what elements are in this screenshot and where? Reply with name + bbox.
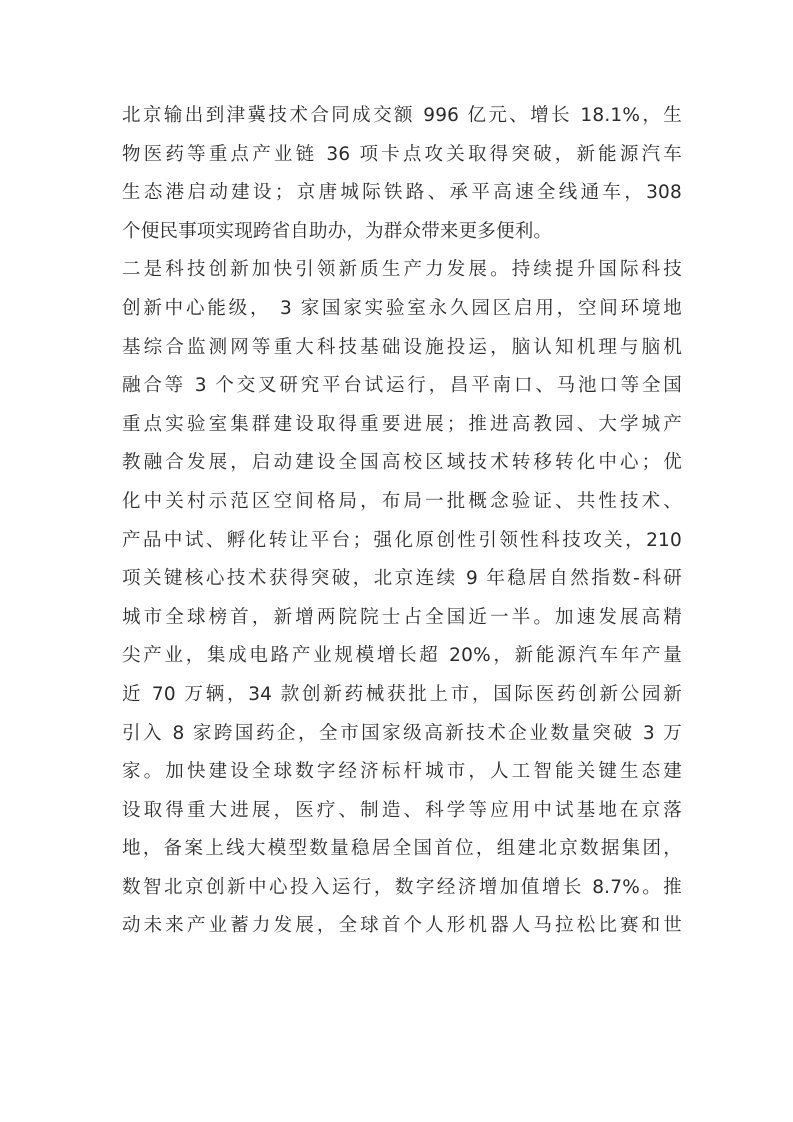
text-line: 教融合发展，启动建设全国高校区域技术转移转化中心；优 <box>122 452 682 474</box>
text-line: 产品中试、孵化转让平台；强化原创性引领性科技攻关，210 <box>122 529 682 551</box>
text-line: 物医药等重点产业链 36 项卡点攻关取得突破，新能源汽车 <box>122 143 682 165</box>
text-line: 项关键核心技术获得突破，北京连续 9 年稳居自然指数-科研 <box>122 568 682 590</box>
text-line: 生态港启动建设；京唐城际铁路、承平高速全线通车，308 <box>122 182 682 204</box>
text-line: 融合等 3 个交叉研究平台试运行，昌平南口、马池口等全国 <box>122 375 682 397</box>
text-line: 城市全球榜首，新增两院院士占全国近一半。加速发展高精 <box>122 606 682 628</box>
text-line: 地，备案上线大模型数量稳居全国首位，组建北京数据集团， <box>122 838 682 860</box>
text-line: 二是科技创新加快引领新质生产力发展。持续提升国际科技 <box>122 259 682 281</box>
text-line: 个便民事项实现跨省自助办，为群众带来更多便利。 <box>122 220 553 242</box>
text-line: 动未来产业蓄力发展，全球首个人形机器人马拉松比赛和世 <box>122 915 682 937</box>
text-line: 重点实验室集群建设取得重要进展；推进高教园、大学城产 <box>122 413 682 435</box>
text-line: 设取得重大进展，医疗、制造、科学等应用中试基地在京落 <box>122 799 682 821</box>
text-line: 创新中心能级， 3 家国家实验室永久园区启用，空间环境地 <box>122 297 682 319</box>
text-line: 近 70 万辆，34 款创新药械获批上市，国际医药创新公园新 <box>122 683 682 705</box>
text-line: 数智北京创新中心投入运行，数字经济增加值增长 8.7%。推 <box>122 876 682 898</box>
body-text <box>122 97 682 946</box>
text-line: 北京输出到津冀技术合同成交额 996 亿元、增长 18.1%，生 <box>122 105 682 126</box>
text-line: 化中关村示范区空间格局，布局一批概念验证、共性技术、 <box>122 490 682 512</box>
text-line: 尖产业，集成电路产业规模增长超 20%，新能源汽车年产量 <box>122 645 682 667</box>
text-line: 引入 8 家跨国药企，全市国家级高新技术企业数量突破 3 万 <box>122 722 682 744</box>
text-line: 家。加快建设全球数字经济标杆城市，人工智能关键生态建 <box>122 761 682 783</box>
text-line: 基综合监测网等重大科技基础设施投运，脑认知机理与脑机 <box>122 336 682 358</box>
